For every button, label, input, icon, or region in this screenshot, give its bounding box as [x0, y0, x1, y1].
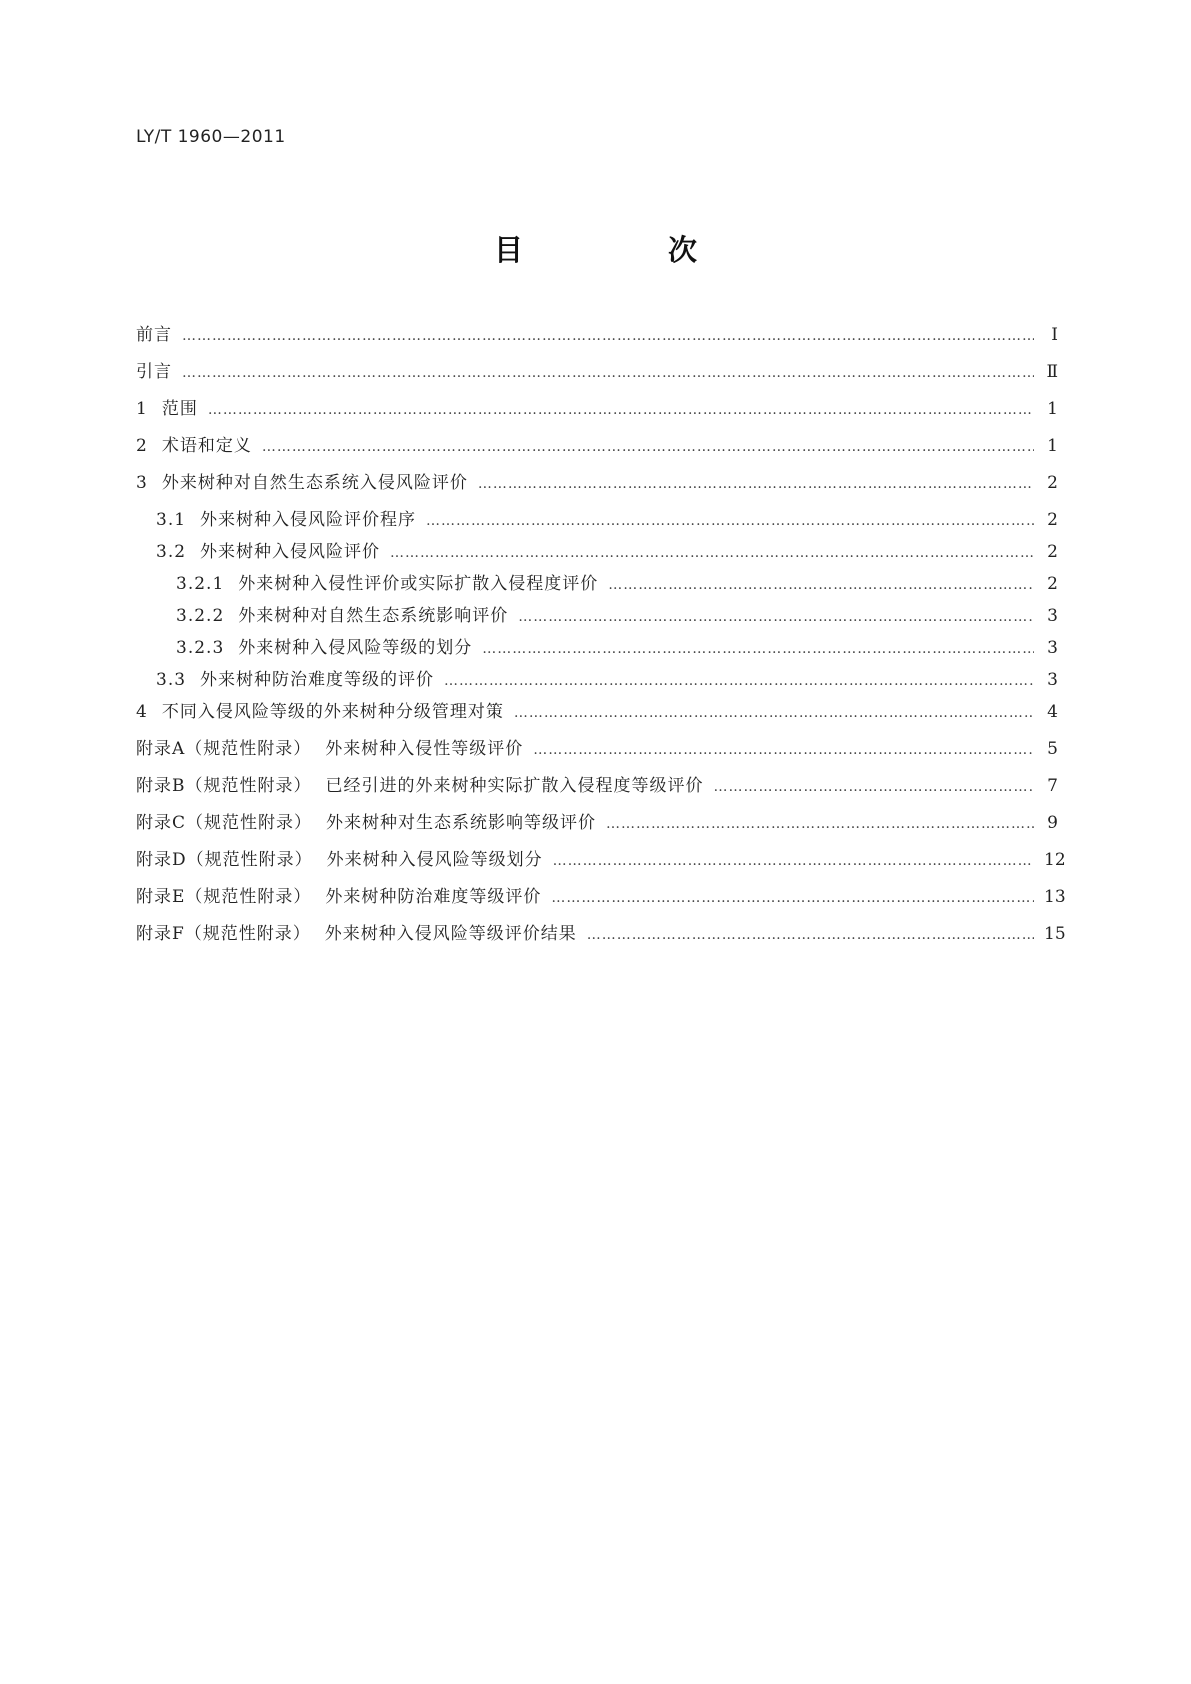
toc-entry-page: 5: [1047, 739, 1058, 759]
toc-leader-dots: [514, 705, 1034, 721]
toc-entry-page: 15: [1044, 924, 1066, 944]
toc-entry-number: 附录C（规范性附录）: [136, 813, 313, 833]
toc-entry-page: Ⅰ: [1051, 325, 1058, 345]
toc-leader-dots: [390, 545, 1034, 561]
toc-leader-dots: [551, 890, 1034, 906]
toc-entry-number: 3.3: [156, 670, 187, 690]
toc-entry-number: 附录A（规范性附录）: [136, 739, 312, 759]
toc-entry-label: 外来树种入侵风险等级的划分: [238, 638, 473, 658]
toc-entry-page: 3: [1047, 670, 1058, 690]
toc-entry[interactable]: [136, 468, 1058, 505]
toc-leader-dots: [553, 853, 1034, 869]
toc-entry-label: 外来树种对自然生态系统入侵风险评价: [161, 473, 468, 493]
toc-entry-page: 13: [1044, 887, 1066, 907]
toc-leader-dots: [533, 742, 1034, 758]
toc-entry-page: 2: [1047, 574, 1058, 594]
table-of-contents: [136, 320, 1066, 956]
toc-entry-page: 9: [1047, 813, 1058, 833]
toc-entry-number: 2: [136, 436, 148, 456]
toc-entry-number: 3.2.1: [176, 574, 225, 594]
page-title: 目 次: [493, 233, 755, 267]
toc-entry-label: 外来树种防治难度等级的评价: [200, 670, 435, 690]
toc-entry[interactable]: [136, 734, 1058, 771]
toc-entry-label: 外来树种入侵性评价或实际扩散入侵程度评价: [238, 574, 599, 594]
toc-entry-number: 4: [136, 702, 148, 722]
toc-leader-dots: [606, 816, 1034, 832]
toc-entry-number: 3.2.2: [176, 606, 225, 626]
toc-leader-dots: [262, 439, 1034, 455]
toc-entry-label: 外来树种入侵风险评价程序: [200, 510, 417, 530]
toc-entry-page: 2: [1047, 473, 1058, 493]
toc-entry[interactable]: [136, 771, 1058, 808]
toc-leader-dots: [208, 402, 1034, 418]
toc-entry[interactable]: [136, 357, 1058, 394]
toc-entry-label: 范围: [161, 399, 198, 419]
toc-entry[interactable]: [136, 537, 1058, 569]
toc-entry-number: 附录B（规范性附录）: [136, 776, 312, 796]
toc-entry-label: 外来树种对自然生态系统影响评价: [238, 606, 509, 626]
toc-entry-label: 术语和定义: [161, 436, 252, 456]
toc-entry[interactable]: [136, 919, 1066, 956]
toc-entry-number: 3.1: [156, 510, 187, 530]
toc-entry-label: 外来树种入侵风险等级划分: [326, 850, 543, 870]
toc-entry-label: 外来树种入侵性等级评价: [325, 739, 524, 759]
toc-entry[interactable]: [136, 569, 1058, 601]
toc-entry[interactable]: [136, 320, 1058, 357]
toc-leader-dots: [444, 673, 1034, 689]
toc-entry-page: 4: [1047, 702, 1058, 722]
toc-leader-dots: [182, 365, 1034, 381]
toc-entry[interactable]: [136, 601, 1058, 633]
toc-entry-label: 前言: [136, 325, 172, 345]
toc-entry[interactable]: [136, 431, 1058, 468]
toc-entry[interactable]: [136, 882, 1066, 919]
toc-entry-number: 附录F（规范性附录）: [136, 924, 311, 944]
toc-entry-number: 3: [136, 473, 148, 493]
toc-entry[interactable]: [136, 505, 1058, 537]
toc-entry-page: 12: [1044, 850, 1066, 870]
toc-leader-dots: [608, 577, 1034, 593]
toc-entry[interactable]: [136, 394, 1058, 431]
toc-entry[interactable]: [136, 808, 1058, 845]
toc-leader-dots: [478, 476, 1034, 492]
toc-entry-number: 1: [136, 399, 148, 419]
toc-entry-label: 不同入侵风险等级的外来树种分级管理对策: [161, 702, 504, 722]
toc-entry-number: 3.2.3: [176, 638, 225, 658]
toc-entry[interactable]: [136, 845, 1066, 882]
toc-entry-page: 3: [1047, 638, 1058, 658]
toc-entry-number: 附录E（规范性附录）: [136, 887, 312, 907]
toc-entry-number: 附录D（规范性附录）: [136, 850, 313, 870]
toc-entry-page: 2: [1047, 510, 1058, 530]
toc-leader-dots: [714, 779, 1035, 795]
toc-entry-label: 引言: [136, 362, 172, 382]
toc-entry-number: 3.2: [156, 542, 187, 562]
toc-leader-dots: [182, 328, 1034, 344]
toc-leader-dots: [426, 513, 1034, 529]
toc-entry-label: 外来树种入侵风险等级评价结果: [324, 924, 577, 944]
document-code: LY/T 1960—2011: [136, 127, 286, 147]
toc-leader-dots: [518, 609, 1034, 625]
toc-entry-label: 外来树种对生态系统影响等级评价: [326, 813, 597, 833]
toc-leader-dots: [587, 927, 1034, 943]
toc-entry[interactable]: [136, 697, 1058, 734]
toc-entry-page: 1: [1047, 436, 1058, 456]
toc-entry-label: 外来树种入侵风险评价: [200, 542, 381, 562]
toc-entry-page: 3: [1047, 606, 1058, 626]
toc-entry[interactable]: [136, 633, 1058, 665]
toc-entry-page: 1: [1047, 399, 1058, 419]
toc-entry-label: 外来树种防治难度等级评价: [325, 887, 542, 907]
toc-entry[interactable]: [136, 665, 1058, 697]
toc-entry-page: Ⅱ: [1046, 362, 1058, 382]
toc-entry-page: 7: [1047, 776, 1058, 796]
toc-leader-dots: [482, 641, 1034, 657]
toc-entry-label: 已经引进的外来树种实际扩散入侵程度等级评价: [325, 776, 704, 796]
toc-entry-page: 2: [1047, 542, 1058, 562]
